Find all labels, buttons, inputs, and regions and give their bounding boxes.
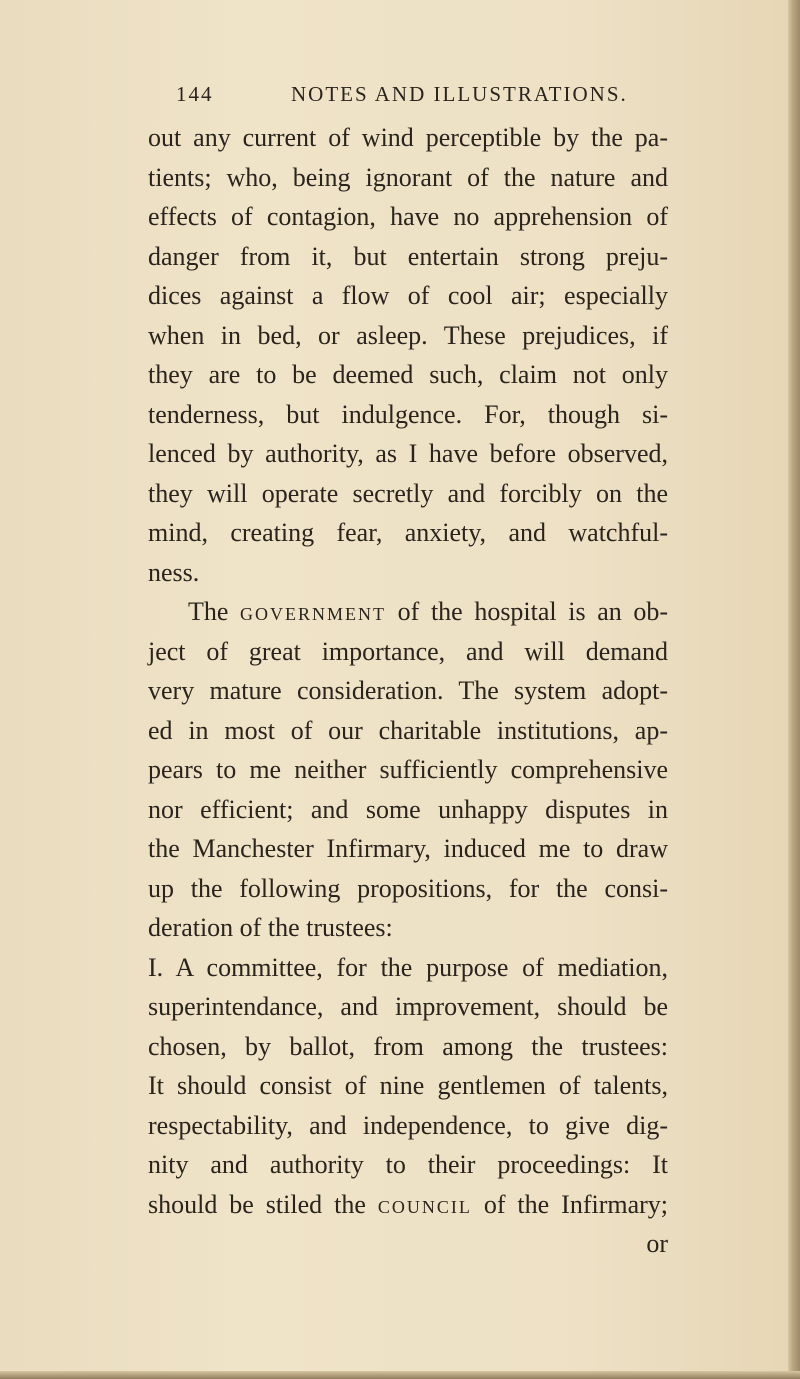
text-line: when in bed, or asleep. These prejudices, if	[148, 320, 668, 350]
text-line: ness.	[148, 557, 200, 587]
text-line: they will operate secretly and forcibly on the	[148, 478, 668, 508]
opening-word: The	[188, 597, 229, 626]
text-line: deration of the trustees:	[148, 913, 393, 942]
running-head: NOTES AND ILLUSTRATIONS.	[291, 82, 628, 106]
text-line: effects of contagion, have no apprehension of	[148, 202, 668, 231]
body-text	[148, 118, 668, 1264]
page-edge	[788, 0, 800, 1379]
page-header	[176, 82, 646, 118]
text-line: nor efficient; and some unhappy disputes in	[148, 794, 668, 824]
smallcaps-term: COUNCIL	[377, 1196, 472, 1217]
text-line: chosen, by ballot, from among the trustees:	[148, 1031, 668, 1061]
text-line: out any current of wind perceptible by the pa-	[148, 123, 668, 152]
page-number: 144	[176, 82, 214, 106]
line-start: should be stiled the	[148, 1189, 366, 1219]
text-line: mind, creating fear, anxiety, and watchful-	[148, 518, 668, 547]
text-line: they are to be deemed such, claim not only	[148, 360, 668, 389]
text-line: ed in most of our charitable institutions, ap-	[148, 715, 668, 745]
text-line: the Manchester Infirmary, induced me to draw	[148, 834, 668, 863]
text-line-with-smallcaps	[148, 1185, 668, 1225]
text-line: respectability, and independence, to give dig-	[148, 1110, 668, 1140]
text-line: lenced by authority, as I have before observed,	[148, 439, 668, 468]
text-line: dices against a flow of cool air; especially	[148, 281, 668, 310]
text-line: I. A committee, for the purpose of mediation,	[148, 952, 668, 982]
text-line: tenderness, but indulgence. For, though si-	[148, 399, 668, 429]
text-line: tients; who, being ignorant of the nature and	[148, 162, 668, 192]
text-line: It should consist of nine gentlemen of talents,	[148, 1071, 668, 1100]
text-line: very mature consideration. The system adopt-	[148, 676, 668, 705]
text-line: ject of great importance, and will demand	[148, 636, 668, 666]
text-line: pears to me neither sufficiently comprehensive	[148, 755, 668, 784]
line-rest: of the Infirmary;	[483, 1189, 669, 1219]
smallcaps-term: GOVERNMENT	[240, 604, 387, 624]
text-line: danger from it, but entertain strong preju-	[148, 241, 668, 271]
catchword: or	[646, 1229, 668, 1258]
text-line: nity and authority to their proceedings: It	[148, 1150, 668, 1179]
page-bottom-edge	[0, 1371, 800, 1379]
text-line: up the following propositions, for the consi-	[148, 873, 668, 903]
paragraph-opening-line	[148, 592, 668, 632]
opening-rest: of the hospital is an ob-	[397, 597, 669, 626]
text-line: superintendance, and improvement, should be	[148, 992, 668, 1021]
